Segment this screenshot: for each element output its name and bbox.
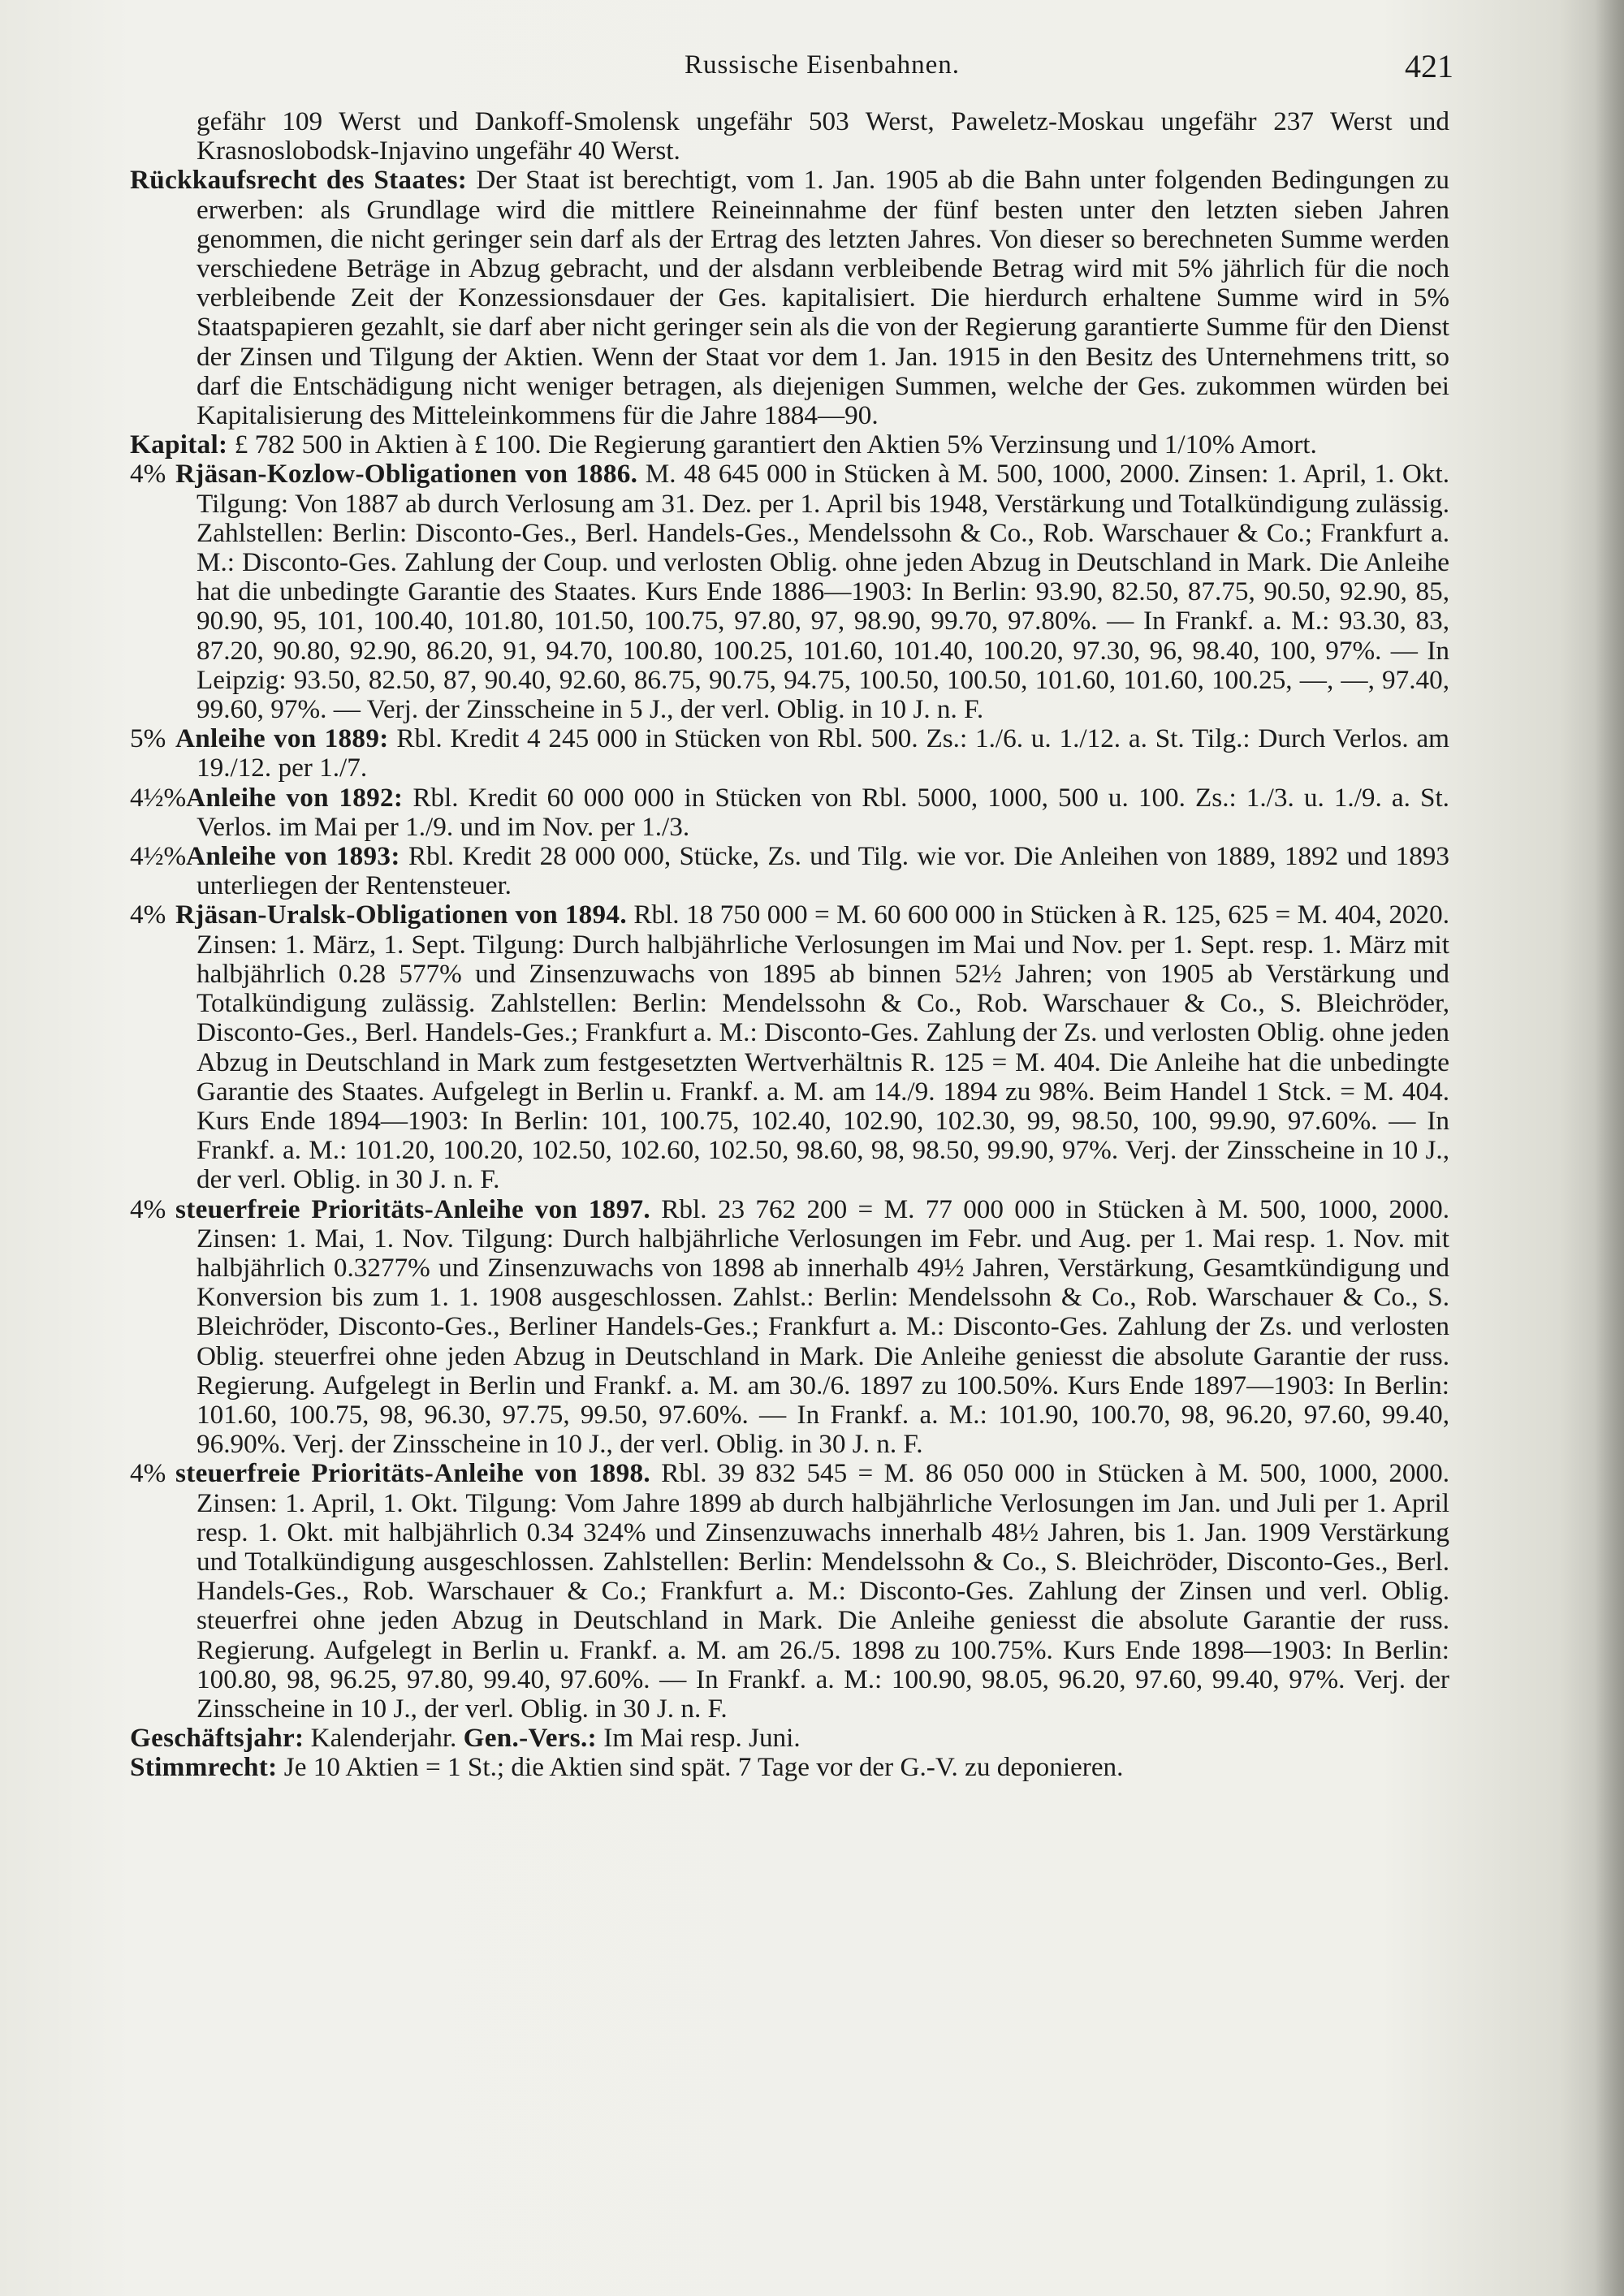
entry-text: gefähr 109 Werst und Dankoff-Smolensk ungefähr 503 Werst, Paweletz-Moskau ungefähr 237 Werst und Krasnoslobodsk-Injavino ungefähr 40 Werst. bbox=[197, 106, 1449, 166]
body-text bbox=[130, 107, 1449, 1783]
entry-text: Rbl. Kredit 28 000 000, Stücke, Zs. und Tilg. wie vor. Die Anleihen von 1889, 1892 und 1893 unterliegen der Rentensteuer. bbox=[197, 841, 1449, 901]
interest-rate: 4½% bbox=[130, 782, 187, 813]
entry-text: Rbl. Kredit 60 000 000 in Stücken von Rbl. 5000, 1000, 500 u. 100. Zs.: 1./3. u. 1./9. a. St. Verlos. im Mai per 1./9. und im Nov. per 1./3. bbox=[197, 782, 1449, 842]
entry-kapital bbox=[130, 430, 1449, 460]
running-title: Russische Eisenbahnen. bbox=[684, 50, 961, 80]
entry-rueckkaufsrecht bbox=[130, 166, 1449, 430]
entry-text: Kalenderjahr. bbox=[304, 1723, 464, 1754]
entry-heading: steuerfreie Prioritäts-Anleihe von 1898. bbox=[175, 1458, 650, 1489]
entry-priority-loan-1898 bbox=[130, 1459, 1449, 1724]
running-head bbox=[191, 47, 1453, 88]
entry-heading: Anleihe von 1889: bbox=[175, 723, 389, 754]
entry-text: Der Staat ist berechtigt, vom 1. Jan. 1905 ab die Bahn unter folgenden Bedingungen zu erwerben: als Grundlage wird die mittlere Reineinnahme der fünf besten unter den letzten sieben Jahren genommen, die nicht geringer sein darf als der Ertrag des letzten Jahres. Von dieser so berechneten Summe werden verschiedene Beträge in Abzug gebracht, und der alsdann verbleibende Betrag wird mit 5% jährlich für die noch verbleibende Zeit der Konzessionsdauer der Ges. kapitalisiert. Die hierdurch erhaltene Summe wird in 5% Staatspapieren gezahlt, sie darf aber nicht geringer sein als die von der Regierung garantierte Summe für den Dienst der Zinsen und Tilgung der Aktien. Wenn der Staat vor dem 1. Jan. 1915 in den Besitz des Unternehmens tritt, so darf die Entschädigung nicht weniger betragen, als diejenigen Summen, welche der Ges. zukommen würden bei Kapitalisierung des Mitteleinkommens für die Jahre 1884—90. bbox=[197, 165, 1449, 431]
entry-heading: Kapital: bbox=[130, 429, 228, 460]
page-edge-shadow bbox=[1595, 0, 1624, 2296]
entry-heading: Rjäsan-Uralsk-Obligationen von 1894. bbox=[175, 900, 627, 930]
entry-loan-1893 bbox=[130, 842, 1449, 900]
entry-priority-loan-1897 bbox=[130, 1195, 1449, 1460]
entry-heading: Rjäsan-Kozlow-Obligationen von 1886. bbox=[175, 459, 638, 490]
interest-rate: 4% bbox=[130, 459, 166, 490]
entry-text: Rbl. 18 750 000 = M. 60 600 000 in Stücken à R. 125, 625 = M. 404, 2020. Zinsen: 1. März, 1. Sept. Tilgung: Durch halbjährliche Verlosungen im Mai und Nov. per 1. Sept. resp. 1. März mit halbjährlich 0.28 577% und Zinsenzuwachs von 1895 ab binnen 52½ Jahren; von 1905 ab Verstärkung und Totalkündigung zulässig. Zahlstellen: Berlin: Mendelssohn & Co., Rob. Warschauer & Co., S. Bleichröder, Disconto-Ges., Berl. Handels-Ges.; Frankfurt a. M.: Disconto-Ges. Zahlung der Zs. und verlosten Oblig. ohne jeden Abzug in Deutschland in Mark zum festgesetzten Wertverhältnis R. 125 = M. 404. Die Anleihe hat die unbedingte Garantie des Staates. Aufgelegt in Berlin u. Frankf. a. M. am 14./9. 1894 zu 98%. Beim Handel 1 Stck. = M. 404. Kurs Ende 1894—1903: In Berlin: 101, 100.75, 102.40, 102.90, 102.30, 99, 98.50, 100, 99.90, 97.60%. — In Frankf. a. M.: 101.20, 100.20, 102.50, 102.60, 102.50, 98.60, 98, 98.50, 99.90, 97%. Verj. der Zinsscheine in 10 J., der verl. Oblig. in 30 J. n. F. bbox=[197, 900, 1449, 1195]
entry-loan-1889 bbox=[130, 724, 1449, 783]
entry-bond-1894 bbox=[130, 900, 1449, 1194]
entry-bond-1886 bbox=[130, 460, 1449, 724]
interest-rate: 4% bbox=[130, 1193, 166, 1224]
entry-heading-2: Gen.-Vers.: bbox=[463, 1723, 597, 1754]
entry-heading: Anleihe von 1893: bbox=[186, 841, 400, 872]
entry-text-2: Im Mai resp. Juni. bbox=[596, 1723, 801, 1754]
entry-heading: Geschäftsjahr: bbox=[130, 1723, 304, 1754]
entry-text: £ 782 500 in Aktien à £ 100. Die Regierung garantiert den Aktien 5% Verzinsung und 1/10% Amort. bbox=[227, 429, 1317, 460]
entry-text: Je 10 Aktien = 1 St.; die Aktien sind spät. 7 Tage vor der G.-V. zu deponieren. bbox=[277, 1752, 1124, 1783]
entry-loan-1892 bbox=[130, 783, 1449, 842]
entry-text: Rbl. Kredit 4 245 000 in Stücken von Rbl. 500. Zs.: 1./6. u. 1./12. a. St. Tilg.: Durch Verlos. am 19./12. per 1./7. bbox=[197, 723, 1449, 783]
entry-text: M. 48 645 000 in Stücken à M. 500, 1000, 2000. Zinsen: 1. April, 1. Okt. Tilgung: Von 1887 ab durch Verlosung am 31. Dez. per 1. April bis 1948, Verstärkung und Totalkündigung zulässig. Zahlstellen: Berlin: Disconto-Ges., Berl. Handels-Ges., Mendelssohn & Co., Rob. Warschauer & Co.; Frankfurt a. M.: Disconto-Ges. Zahlung der Coup. und verlosten Oblig. ohne jeden Abzug in Deutschland in Mark. Die Anleihe hat die unbedingte Garantie des Staates. Kurs Ende 1886—1903: In Berlin: 93.90, 82.50, 87.75, 90.50, 92.90, 85, 90.90, 95, 101, 100.40, 101.80, 101.50, 100.75, 97.80, 97, 98.90, 99.70, 97.80%. — In Frankf. a. M.: 93.30, 83, 87.20, 90.80, 92.90, 86.20, 91, 94.70, 100.80, 100.25, 101.60, 101.40, 100.20, 97.30, 96, 98.40, 100, 97%. — In Leipzig: 93.50, 82.50, 87, 90.40, 92.60, 86.75, 90.75, 94.75, 100.50, 100.50, 101.60, 101.60, 100.25, —, —, 97.40, 99.60, 97%. — Verj. der Zinsscheine in 5 J., der verl. Oblig. in 10 J. n. F. bbox=[197, 459, 1450, 725]
interest-rate: 4% bbox=[130, 1458, 166, 1489]
page-number: 421 bbox=[1405, 48, 1453, 84]
entry-continuation bbox=[130, 107, 1449, 166]
entry-stimmrecht bbox=[130, 1753, 1449, 1782]
entry-heading: steuerfreie Prioritäts-Anleihe von 1897. bbox=[175, 1193, 650, 1224]
interest-rate: 4% bbox=[130, 900, 166, 930]
interest-rate: 5% bbox=[130, 723, 166, 754]
interest-rate: 4½% bbox=[130, 841, 187, 872]
entry-text: Rbl. 39 832 545 = M. 86 050 000 in Stücken à M. 500, 1000, 2000. Zinsen: 1. April, 1. Okt. Tilgung: Vom Jahre 1899 ab durch halbjährliche Verlosungen im Jan. und Juli per 1. April resp. 1. Okt. mit halbjährlich 0.34 324% und Zinsenzuwachs innerhalb 48½ Jahren, bis 1. Jan. 1909 Verstärkung und Totalkündigung ausgeschlossen. Zahlstellen: Berlin: Mendelssohn & Co., S. Bleichröder, Disconto-Ges., Berl. Handels-Ges., Rob. Warschauer & Co.; Frankfurt a. M.: Disconto-Ges. Zahlung der Zinsen und verl. Oblig. steuerfrei ohne jeden Abzug in Deutschland in Mark. Die Anleihe geniesst die absolute Garantie der russ. Regierung. Aufgelegt in Berlin u. Frankf. a. M. am 26./5. 1898 zu 100.75%. Kurs Ende 1898—1903: In Berlin: 100.80, 98, 96.25, 97.80, 99.40, 97.60%. — In Frankf. a. M.: 100.90, 98.05, 96.20, 97.60, 99.40, 97%. Verj. der Zinsscheine in 10 J., der verl. Oblig. in 30 J. n. F. bbox=[197, 1458, 1449, 1724]
entry-heading: Stimmrecht: bbox=[130, 1752, 278, 1783]
entry-heading: Rückkaufsrecht des Staates: bbox=[130, 165, 468, 196]
entry-heading: Anleihe von 1892: bbox=[186, 782, 404, 813]
entry-geschaeftsjahr bbox=[130, 1724, 1449, 1753]
entry-text: Rbl. 23 762 200 = M. 77 000 000 in Stücken à M. 500, 1000, 2000. Zinsen: 1. Mai, 1. Nov. Tilgung: Durch halbjährliche Verlosungen im Febr. und Aug. per 1. Mai resp. 1. Nov. mit halbjährlich 0.3277% und Zinsenzuwachs von 1898 ab innerhalb 49½ Jahren, Verstärkung, Gesamtkündigung und Konversion bis zum 1. 1. 1908 ausgeschlossen. Zahlst.: Berlin: Mendelssohn & Co., Rob. Warschauer & Co., S. Bleichröder, Disconto-Ges., Berliner Handels-Ges.; Frankfurt a. M.: Disconto-Ges. Zahlung der Zs. und verlosten Oblig. steuerfrei ohne jeden Abzug in Deutschland in Mark. Die Anleihe geniesst die absolute Garantie der russ. Regierung. Aufgelegt in Berlin und Frankf. a. M. am 30./6. 1897 zu 100.50%. Kurs Ende 1897—1903: In Berlin: 101.60, 100.75, 98, 96.30, 97.75, 99.50, 97.60%. — In Frankf. a. M.: 101.90, 100.70, 98, 96.20, 97.60, 99.40, 96.90%. Verj. der Zinsscheine in 10 J., der verl. Oblig. in 30 J. n. F. bbox=[197, 1193, 1449, 1460]
